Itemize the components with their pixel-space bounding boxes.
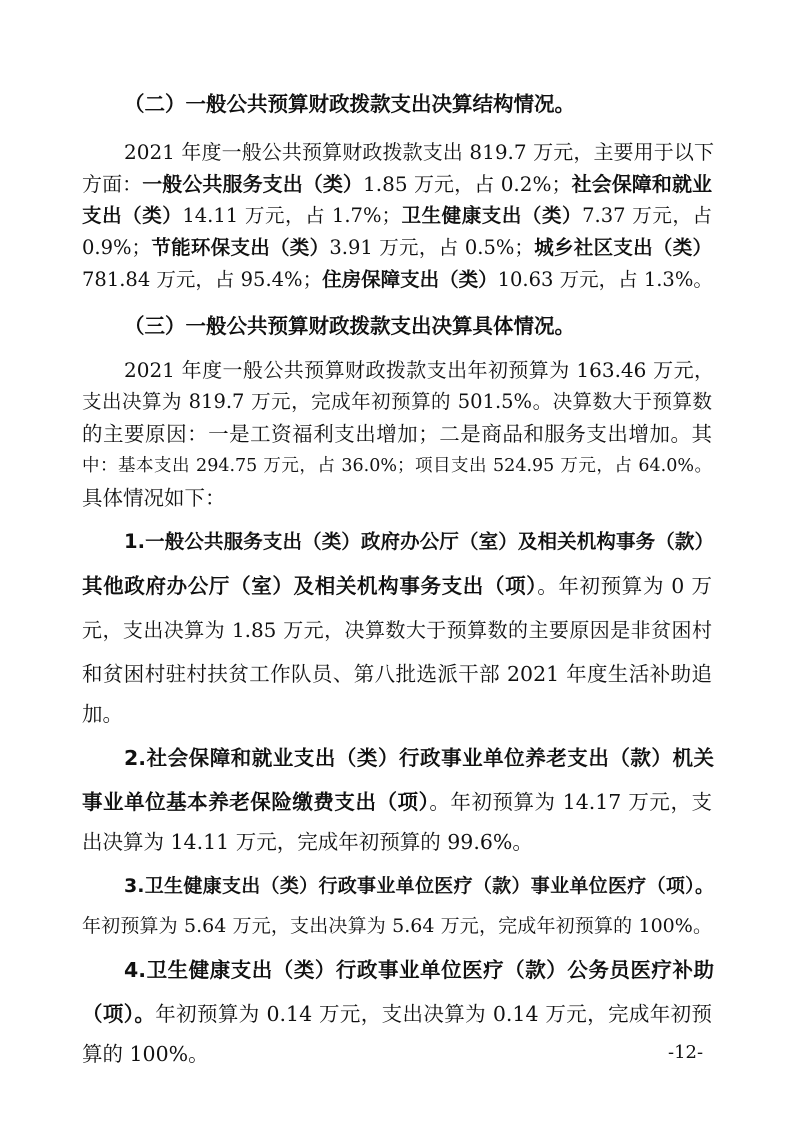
item-1-line-2: 其他政府办公厅（室）及相关机构事务支出（项）。年初预算为 0 万	[82, 574, 713, 598]
item-2-line-3: 出决算为 14.11 万元，完成年初预算的 99.6%。	[82, 830, 533, 854]
section-2-line-4: 0.9%；节能环保支出（类）3.91 万元，占 0.5%；城乡社区支出（类）	[82, 236, 712, 259]
section-3-line-1: 2021 年度一般公共预算财政拨款支出年初预算为 163.46 万元，	[124, 358, 714, 382]
item-4-line-3: 算的 100%。	[82, 1042, 209, 1066]
item-3-line-2: 年初预算为 5.64 万元，支出决算为 5.64 万元，完成年初预算的 100%。	[82, 915, 712, 937]
page-number: -12-	[668, 1042, 704, 1063]
section-2-line-2: 方面：一般公共服务支出（类）1.85 万元，占 0.2%；社会保障和就业	[82, 172, 713, 196]
section-2-line-5: 781.84 万元，占 95.4%；住房保障支出（类）10.63 万元，占 1.3%。	[82, 268, 713, 291]
item-1-line-5: 加。	[82, 702, 123, 726]
section-3-line-4: 中：基本支出 294.75 万元，占 36.0%；项目支出 524.95 万元，占 64.0%。	[82, 456, 712, 476]
item-1-line-1: 1.一般公共服务支出（类）政府办公厅（室）及相关机构事务（款）	[124, 530, 714, 553]
section-2-line-3: 支出（类）14.11 万元，占 1.7%；卫生健康支出（类）7.37 万元，占	[82, 204, 712, 227]
section-3-line-2: 支出决算为 819.7 万元，完成年初预算的 501.5%。决算数大于预算数	[82, 390, 712, 413]
item-1-line-4: 和贫困村驻村扶贫工作队员、第八批选派干部 2021 年度生活补助追	[82, 662, 712, 686]
item-1-line-3: 元，支出决算为 1.85 万元，决算数大于预算数的主要原因是非贫困村	[82, 618, 712, 642]
item-4-line-2: （项）。年初预算为 0.14 万元，支出决算为 0.14 万元，完成年初预	[82, 1002, 712, 1026]
item-2-line-2: 事业单位基本养老保险缴费支出（项）。年初预算为 14.17 万元，支	[82, 790, 712, 814]
section-2-line-1: 2021 年度一般公共预算财政拨款支出 819.7 万元，主要用于以下	[124, 140, 714, 164]
section-3-line-3: 的主要原因：一是工资福利支出增加；二是商品和服务支出增加。其	[82, 422, 712, 446]
section-3-heading: （三）一般公共预算财政拨款支出决算具体情况。	[124, 314, 575, 338]
item-3-line-1: 3.卫生健康支出（类）行政事业单位医疗（款）事业单位医疗（项）。	[124, 875, 714, 897]
item-4-line-1: 4.卫生健康支出（类）行政事业单位医疗（款）公务员医疗补助	[124, 958, 714, 982]
section-3-line-5: 具体情况如下：	[82, 486, 226, 510]
item-2-line-1: 2.社会保障和就业支出（类）行政事业单位养老支出（款）机关	[124, 746, 714, 770]
section-2-heading: （二）一般公共预算财政拨款支出决算结构情况。	[124, 92, 575, 116]
